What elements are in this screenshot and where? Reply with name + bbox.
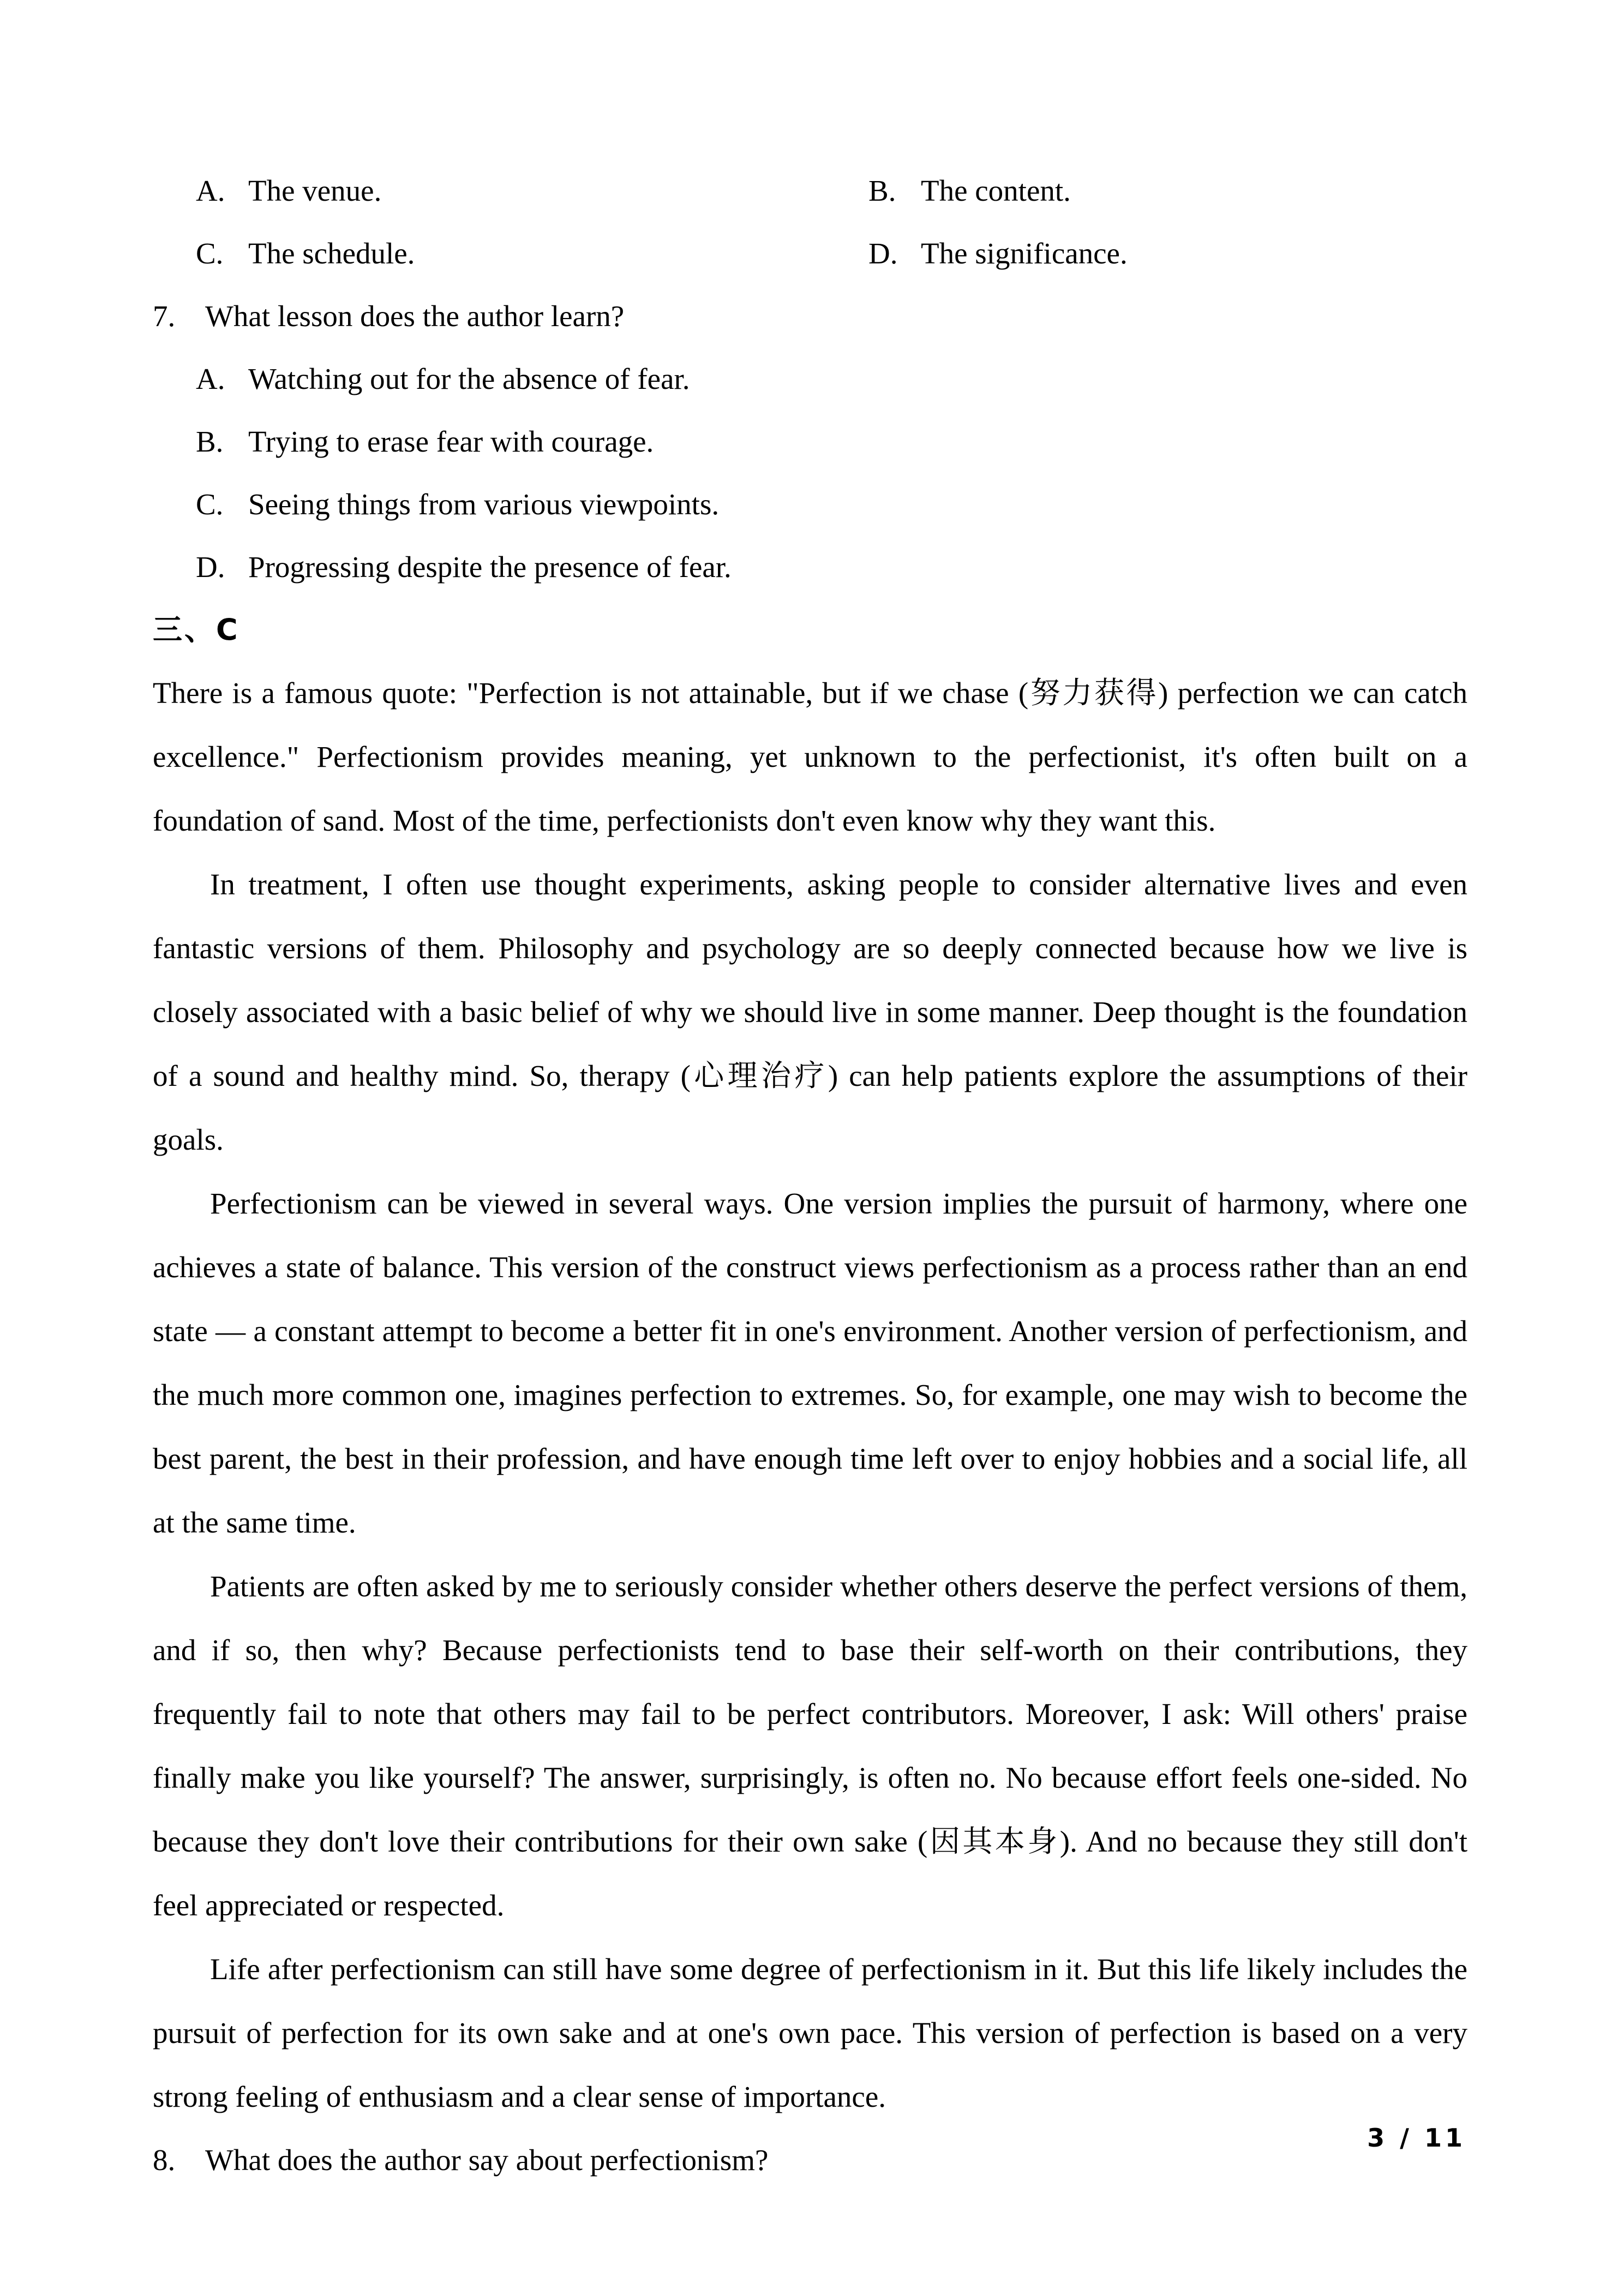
option-marker: D. xyxy=(868,237,898,270)
question-7-option-a xyxy=(153,347,1467,410)
section-heading: 三、C xyxy=(153,612,240,647)
passage-paragraph-5: Life after perfectionism can still have some degree of perfectionism in it. But this life likely includes the pursuit of perfection for its own sake and at one's own pace. This version of perfection is based on a very strong feeling of enthusiasm and a clear sense of importance. xyxy=(153,1952,1467,2113)
option-item-a xyxy=(153,159,825,222)
question-7-option-d xyxy=(153,536,1467,598)
question-7 xyxy=(153,285,1467,347)
question-8 xyxy=(153,2129,1467,2191)
option-marker: B. xyxy=(196,425,224,458)
option-text: The content. xyxy=(921,174,1071,207)
question-7-option-b xyxy=(153,410,1467,473)
option-marker: C. xyxy=(196,237,224,270)
passage-paragraph-3: Perfectionism can be viewed in several ways. One version implies the pursuit of harmony, where one achieves a state of balance. This version of the construct views perfectionism as a process rather than an end state — a constant attempt to become a better fit in one's environment. Another version of perfectionism, and the much more common one, imagines perfection to extremes. So, for example, one may wish to become the best parent, the best in their profession, and have enough time left over to enjoy hobbies and a social life, all at the same time. xyxy=(153,1187,1467,1539)
reading-passage xyxy=(153,661,1467,2129)
question-7-option-c xyxy=(153,473,1467,536)
option-marker: A. xyxy=(196,362,225,395)
option-marker: B. xyxy=(868,174,896,207)
option-text: Trying to erase fear with courage. xyxy=(248,425,654,458)
prior-question-options xyxy=(153,159,1467,285)
passage-paragraph-1: There is a famous quote: "Perfection is not attainable, but if we chase (努力获得) perfection we can catch excellence." Perfectionism provides meaning, yet unknown to the perfectionist, it's often built on a foundation of sand. Most of the time, perfectionists don't even know why they want this. xyxy=(153,676,1467,837)
question-text: What does the author say about perfectionism? xyxy=(205,2143,769,2177)
page-number: 3 / 11 xyxy=(1367,2123,1466,2153)
option-text: The significance. xyxy=(921,237,1128,270)
passage-paragraph-2: In treatment, I often use thought experiments, asking people to consider alternative lives and even fantastic versions of them. Philosophy and psychology are so deeply connected because how we live is closely associated with a basic belief of why we should live in some manner. Deep thought is the foundation of a sound and healthy mind. So, therapy (心理治疗) can help patients explore the assumptions of their goals. xyxy=(153,868,1467,1156)
option-marker: A. xyxy=(196,174,225,207)
option-item-c xyxy=(153,222,825,285)
option-text: Seeing things from various viewpoints. xyxy=(248,488,720,521)
option-text: Progressing despite the presence of fear. xyxy=(248,550,732,584)
option-marker: D. xyxy=(196,550,225,584)
passage-paragraph-4: Patients are often asked by me to seriously consider whether others deserve the perfect versions of them, and if so, then why? Because perfectionists tend to base their self-worth on their contributions, they frequently fail to note that others may fail to be perfect contributors. Moreover, I ask: Will others' praise finally make you like yourself? The answer, surprisingly, is often no. No because effort feels one-sided. No because they don't love their contributions for their own sake (因其本身). And no because they still don't feel appreciated or respected. xyxy=(153,1570,1467,1922)
question-number: 7. xyxy=(153,299,176,333)
option-item-d xyxy=(825,222,1467,285)
option-text: The venue. xyxy=(248,174,382,207)
option-text: Watching out for the absence of fear. xyxy=(248,362,690,395)
option-item-b xyxy=(825,159,1467,222)
question-number: 8. xyxy=(153,2143,176,2177)
question-text: What lesson does the author learn? xyxy=(205,299,625,333)
option-text: The schedule. xyxy=(248,237,415,270)
option-marker: C. xyxy=(196,488,224,521)
